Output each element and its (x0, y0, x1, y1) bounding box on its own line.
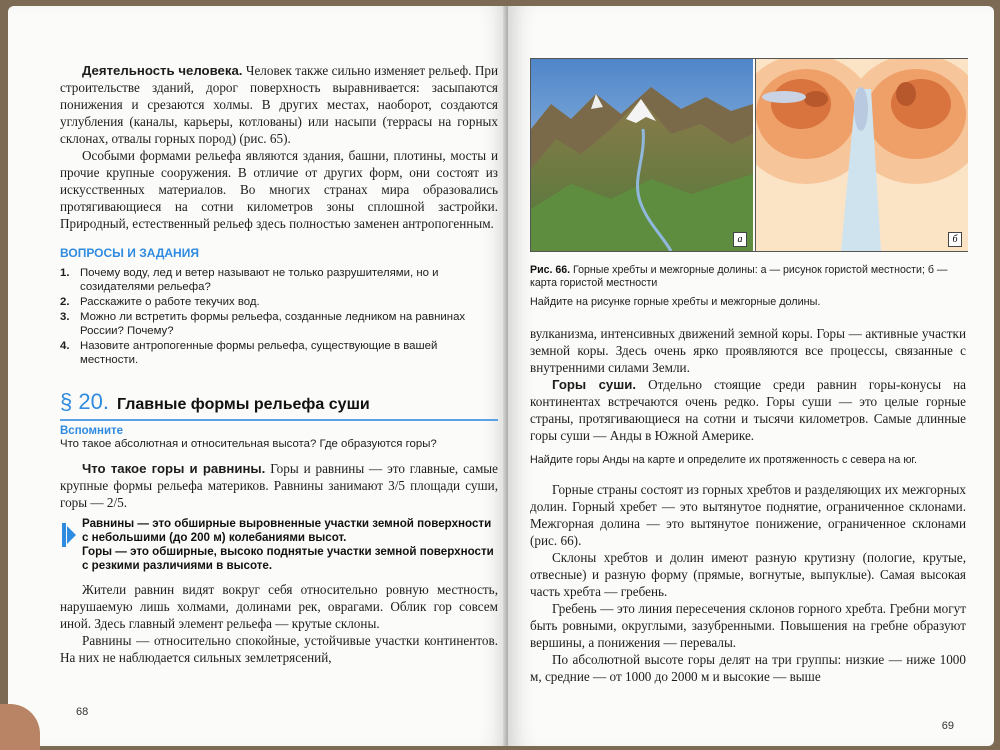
figure-caption (530, 264, 966, 290)
question-item (60, 339, 498, 367)
section-name: Главные формы рельефа суши (116, 396, 370, 413)
left-page (8, 6, 508, 746)
recall-heading: Вспомните (60, 425, 124, 437)
question-text: Почему воду, лед и ветер называют не только разрушителями, но и созидателями рельефа? (80, 267, 439, 293)
recall-text: Что такое абсолютная и относительная высота? Где образуются горы? (60, 438, 437, 450)
definition-marker-icon (60, 517, 82, 573)
paragraph-plains-view: Жители равнин видят вокруг себя относительно ровную местность, нарушаемую лишь холмами, долинами рек, оврагами. Облик гор совсем иной. Здесь главный элемент рельефа — крутые склоны. (60, 582, 498, 631)
paragraph-text: Человек также сильно изменяет рельеф. При строительстве зданий, дорог поверхность выравнивается: засыпаются понижения и срезаются холмы. В других местах, наоборот, создаются углубления (каналы, карьеры, котлованы) или насыпи (террасы на горных склонах, отвалы горных пород) (рис. 65). (60, 63, 499, 146)
term-human-activity: Деятельность человека. (82, 63, 243, 78)
paragraph-human-activity (60, 62, 498, 147)
question-item (60, 295, 498, 309)
definition-content (82, 517, 498, 573)
figure-66 (530, 58, 968, 252)
page-number-right: 69 (941, 720, 954, 732)
paragraph-structures: Особыми формами рельефа являются здания, башни, плотины, мосты и прочие крупные сооружения. В отличие от других форм, они состоят из искусственных материалов. Во многих странах мира образовались протягивающиеся на сотни километров зоны сплошной застройки. Природный, естественный рельеф здесь полностью заменен антропогенным. (60, 148, 498, 231)
questions-list (60, 266, 498, 367)
question-item (60, 310, 498, 338)
section-title (60, 389, 498, 415)
questions-heading: ВОПРОСЫ И ЗАДАНИЯ (60, 246, 199, 260)
mountain-drawing-image (531, 59, 753, 251)
caption-prefix: Рис. 66. (530, 264, 571, 276)
question-text: Расскажите о работе текучих вод. (80, 296, 260, 308)
paragraph-altitude: По абсолютной высоте горы делят на три группы: низкие — ниже 1000 м, средние — от 1000 до 2000 м и высокие — выше (530, 652, 966, 684)
right-page-content (530, 58, 966, 685)
paragraph-crest: Гребень — это линия пересечения склонов горного хребта. Гребни могут быть ровными, округлыми, зазубренными. Повышения на гребне образуют вершины, а понижения — перевалы. (530, 601, 966, 650)
figure-label-b: б (948, 232, 962, 247)
paragraph-text: Отдельно стоящие среди равнин горы-конусы на континентах встречаются очень редко. Горы суши — это целые горные страны, протягивающиеся на сотни и тысячи километров. Самые длинные горы суши — Анды в Южной Америке. (530, 377, 967, 443)
term-mountains-plains: Что такое горы и равнины. (82, 461, 266, 476)
definition-mountains: Горы — это обширные, высоко поднятые участки земной поверхности с резкими различиями в высоте. (82, 545, 494, 572)
paragraph-plains-stable: Равнины — относительно спокойные, устойчивые участки континентов. На них не наблюдается сильных землетрясений, (60, 633, 498, 665)
right-page (508, 6, 994, 746)
question-number: 2. (60, 296, 70, 308)
question-number: 1. (60, 267, 70, 279)
paragraph-mountains-plains (60, 460, 498, 511)
section-divider (60, 419, 498, 421)
figure-task: Найдите на рисунке горные хребты и межгорные долины. (530, 296, 821, 308)
question-item (60, 266, 498, 294)
left-page-content (60, 62, 498, 666)
section-number: § 20. (60, 389, 109, 414)
contour-map-image (755, 59, 968, 251)
caption-text: Горные хребты и межгорные долины: а — рисунок гористой местности; б — карта гористой местности (530, 264, 948, 289)
definition-plains: Равнины — это обширные выровненные участки земной поверхности с небольшими (до 200 м) колебаниями высот. (82, 517, 492, 544)
page-number-left: 68 (76, 706, 89, 718)
question-text: Можно ли встретить формы рельефа, созданные ледником на равнинах России? Почему? (80, 311, 466, 337)
question-text: Назовите антропогенные формы рельефа, существующие в вашей местности. (80, 340, 438, 366)
task-andes: Найдите горы Анды на карте и определите их протяженность с севера на юг. (530, 454, 918, 466)
paragraph-land-mountains (530, 376, 966, 444)
definition-box (60, 517, 498, 573)
paragraph-mountain-countries: Горные страны состоят из горных хребтов и разделяющих их межгорных долин. Горный хребет — это вытянутое поднятие, ограниченное склонами. Межгорная долина — это вытянутое понижение, ограниченное склонами (рис. 66). (530, 482, 966, 548)
term-land-mountains: Горы суши. (552, 377, 637, 392)
paragraph-slopes: Склоны хребтов и долин имеют разную крутизну (пологие, крутые, отвесные) и разную форму (прямые, вогнутые, выпуклые). Самая высокая часть хребта — гребень. (530, 550, 966, 599)
question-number: 4. (60, 340, 70, 352)
figure-label-a: а (733, 232, 747, 247)
paragraph-volcanism: вулканизма, интенсивных движений земной коры. Горы — активные участки земной коры. Здесь очень ярко проявляются все процессы, связанные с внутренними силами Земли. (530, 326, 966, 375)
paragraph-text: Горы и равнины — это главные, самые крупные формы рельефа материков. Равнины занимают 3/5 площади суши, горы — 2/5. (60, 461, 498, 510)
question-number: 3. (60, 311, 70, 323)
